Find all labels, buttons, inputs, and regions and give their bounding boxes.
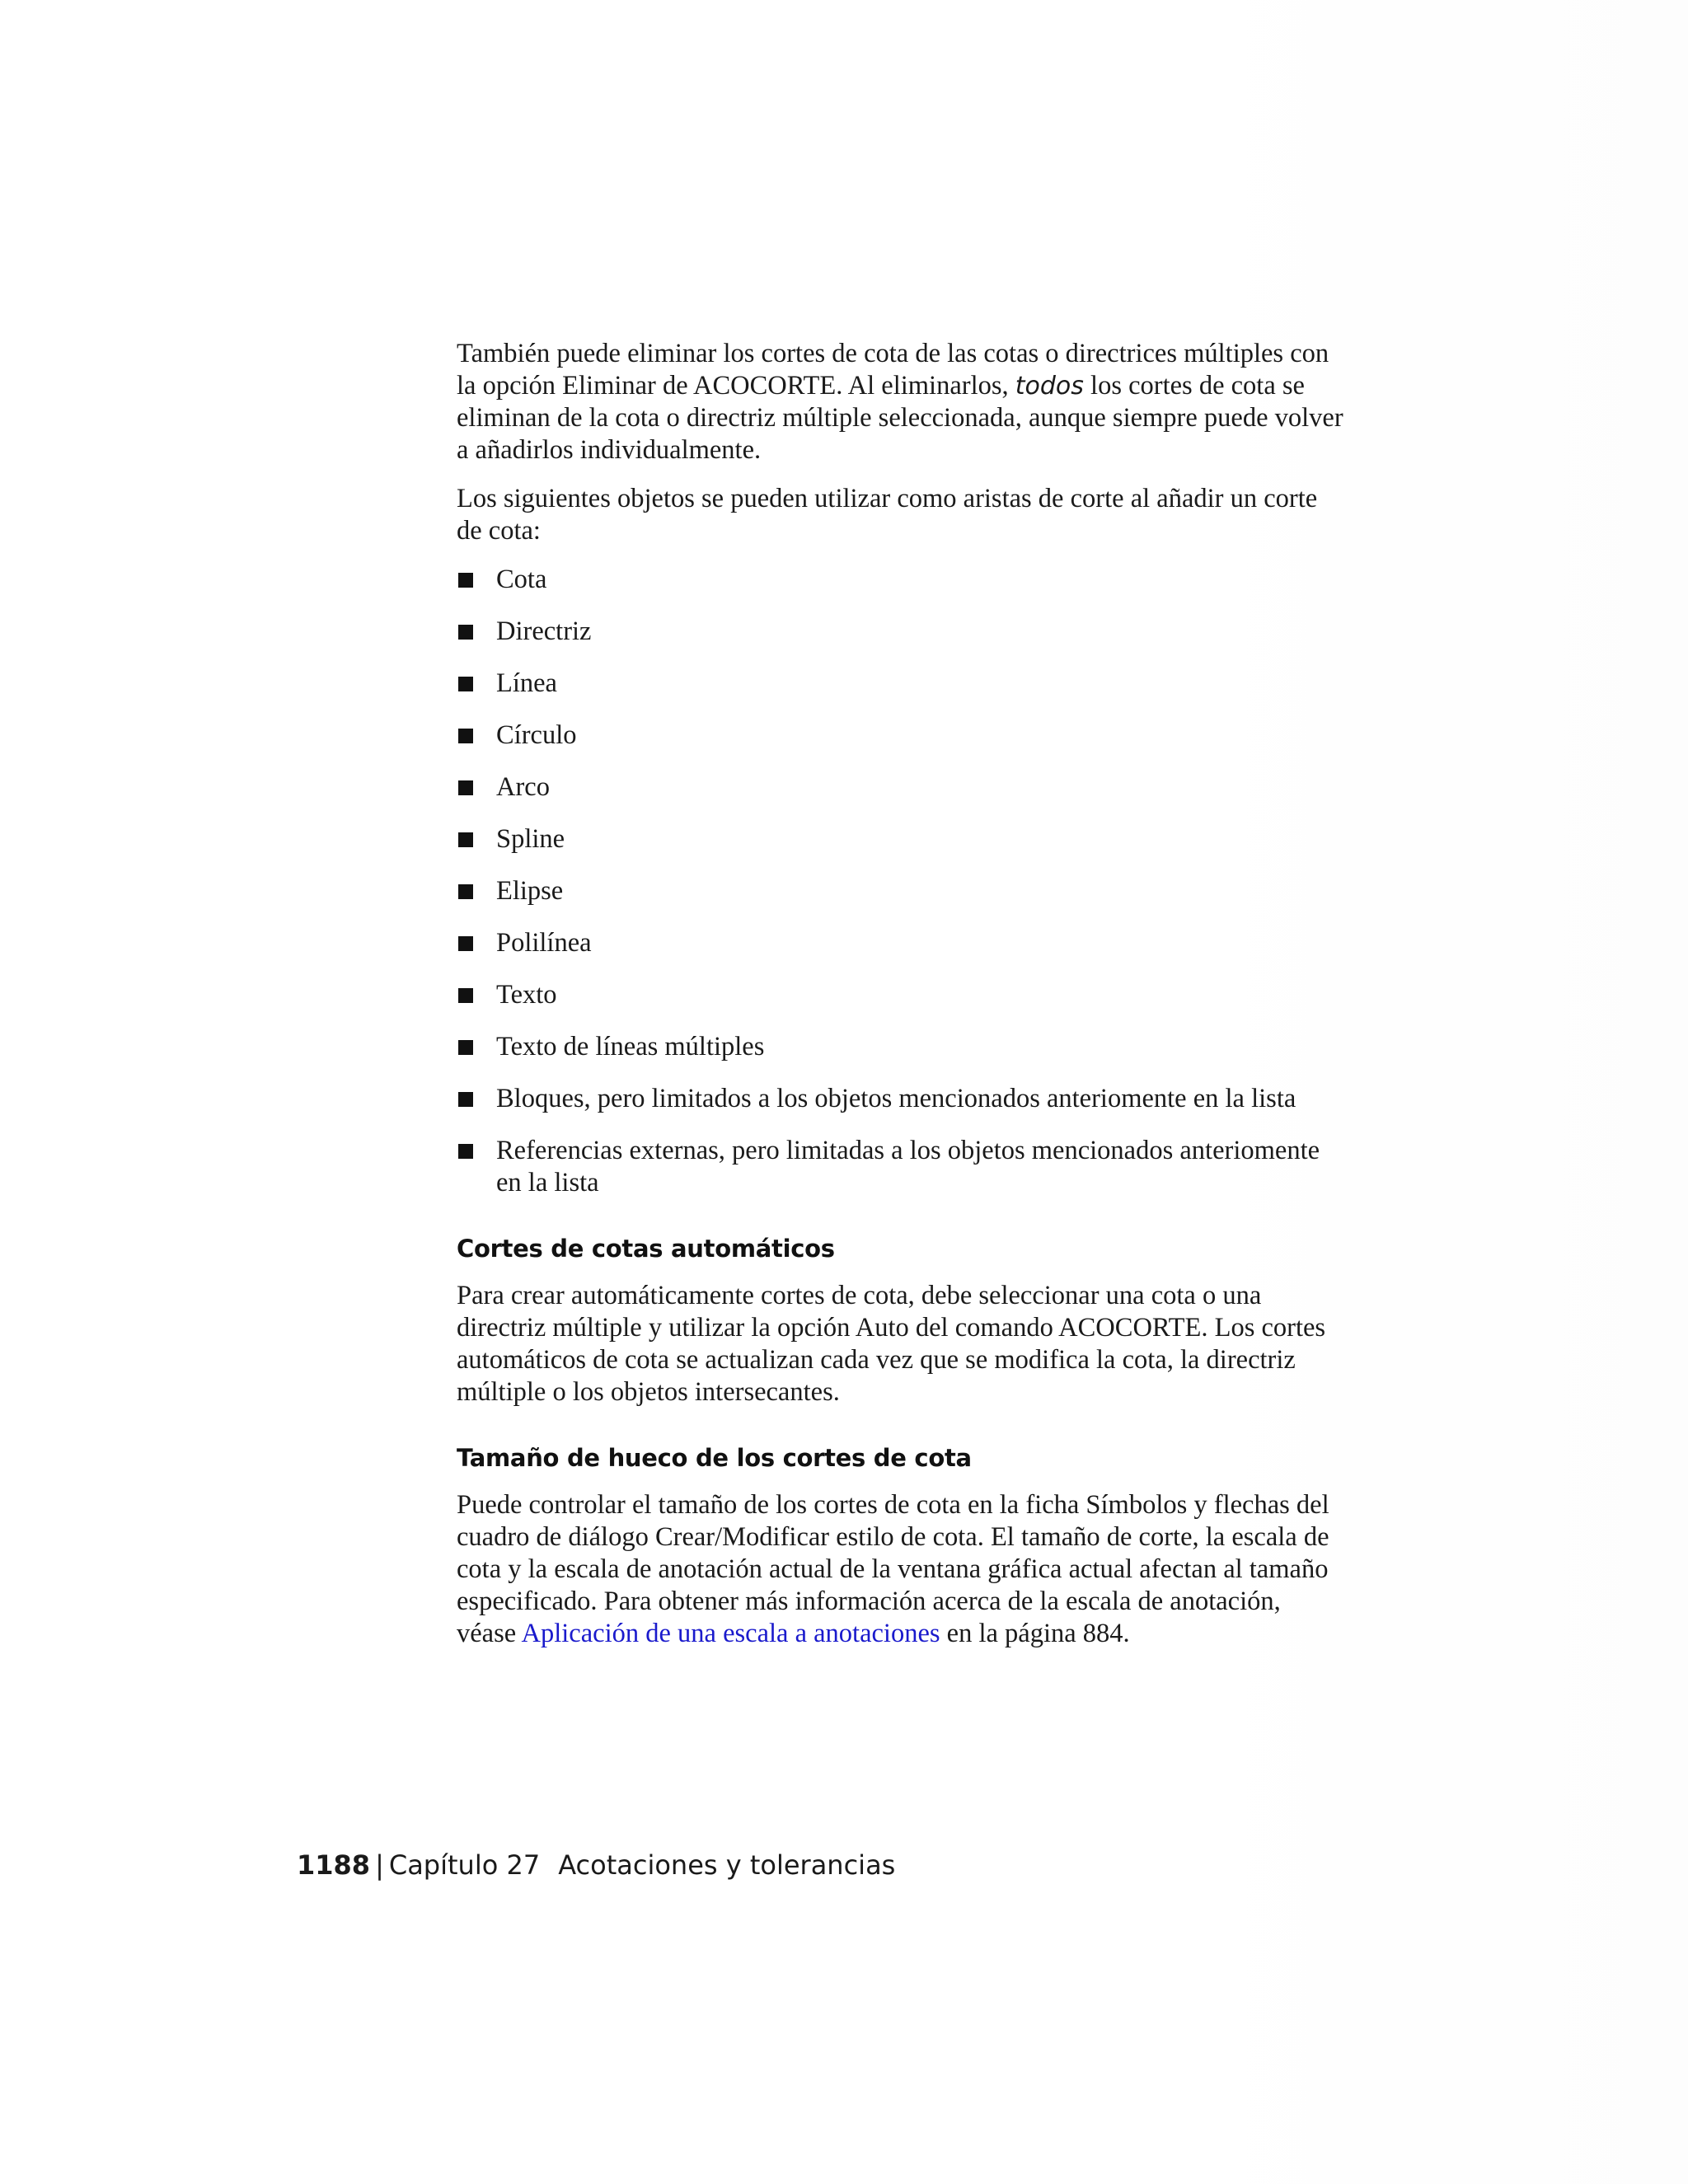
paragraph-text: los cortes de cota se eliminan de la cota o directriz múltiple seleccionada, aunque siempre puede volver a añadirlos individualmente. xyxy=(457,371,1343,465)
paragraph-text: También puede eliminar los cortes de cota de las cotas o directrices múltiples con la opción Eliminar de ACOCORTE. Al eliminarlos, xyxy=(457,339,1329,401)
chapter-label: Capítulo 27 xyxy=(388,1849,541,1881)
bullet-icon xyxy=(458,677,473,691)
list-item-label: Texto xyxy=(496,980,557,1010)
paragraph-text: en la página 884. xyxy=(940,1619,1130,1648)
bullet-icon xyxy=(458,936,473,951)
list-item-label: Elipse xyxy=(496,876,564,906)
list-item xyxy=(457,719,1347,752)
bullet-icon xyxy=(458,988,473,1003)
list-item xyxy=(457,564,1347,596)
list-item-label: Cota xyxy=(496,565,547,594)
bullet-icon xyxy=(458,625,473,640)
list-item xyxy=(457,1083,1347,1115)
bullet-icon xyxy=(458,780,473,795)
bullet-icon xyxy=(458,1144,473,1159)
section-heading-automatic-breaks: Cortes de cotas automáticos xyxy=(457,1235,835,1263)
bullet-icon xyxy=(458,1092,473,1107)
paragraph-text: Puede controlar el tamaño de los cortes de cota en la ficha Símbolos y flechas del cuadro de diálogo Crear/Modificar estilo de cota. El tamaño de corte, la escala de cota y la escala de anotación actual de la ventana gráfica actual afectan al tamaño especificado. Para obtener más información acerca de la escala de anotación, véase xyxy=(457,1490,1329,1648)
object-list xyxy=(457,564,1347,1199)
annotation-scale-link[interactable]: Aplicación de una escala a anotaciones xyxy=(521,1619,940,1648)
list-item-label: Bloques, pero limitados a los objetos mencionados anteriomente en la lista xyxy=(496,1084,1296,1113)
list-item-label: Línea xyxy=(496,668,557,698)
list-item-label: Arco xyxy=(496,772,550,802)
section-heading-gap-size: Tamaño de hueco de los cortes de cota xyxy=(457,1444,972,1472)
list-item xyxy=(457,979,1347,1011)
list-item-label: Spline xyxy=(496,824,565,854)
list-item-label: Texto de líneas múltiples xyxy=(496,1032,765,1062)
list-item xyxy=(457,823,1347,855)
page-footer xyxy=(297,1849,895,1882)
list-item xyxy=(457,771,1347,804)
emphasis-text: todos xyxy=(1015,372,1084,401)
bullet-icon xyxy=(458,884,473,899)
paragraph-intro-list: Los siguientes objetos se pueden utilizar como aristas de corte al añadir un corte de cota: xyxy=(457,484,1318,546)
list-item-label: Directriz xyxy=(496,616,592,646)
list-item xyxy=(457,1031,1347,1063)
list-item xyxy=(457,616,1347,648)
footer-separator: | xyxy=(375,1849,384,1881)
paragraph-automatic-breaks: Para crear automáticamente cortes de cota, debe seleccionar una cota o una directriz múltiple y utilizar la opción Auto del comando ACOCORTE. Los cortes automáticos de cota se actualizan cada vez que se modifica la cota, la directriz múltiple o los objetos intersecantes. xyxy=(457,1281,1326,1407)
bullet-icon xyxy=(458,832,473,847)
paragraph-gap-size xyxy=(457,1489,1347,1650)
bullet-icon xyxy=(458,1040,473,1055)
list-item xyxy=(457,668,1347,700)
page-number: 1188 xyxy=(297,1849,371,1881)
bullet-icon xyxy=(458,729,473,743)
page-content xyxy=(457,338,1347,1666)
bullet-icon xyxy=(458,573,473,588)
list-item-label: Círculo xyxy=(496,720,577,750)
list-item xyxy=(457,1135,1347,1199)
list-item xyxy=(457,927,1347,959)
paragraph-delete-breaks xyxy=(457,338,1347,466)
list-item-label: Polilínea xyxy=(496,928,592,958)
chapter-title: Acotaciones y tolerancias xyxy=(558,1849,896,1881)
list-item xyxy=(457,875,1347,907)
list-item-label: Referencias externas, pero limitadas a los objetos mencionados anteriomente en la lista xyxy=(496,1136,1320,1197)
